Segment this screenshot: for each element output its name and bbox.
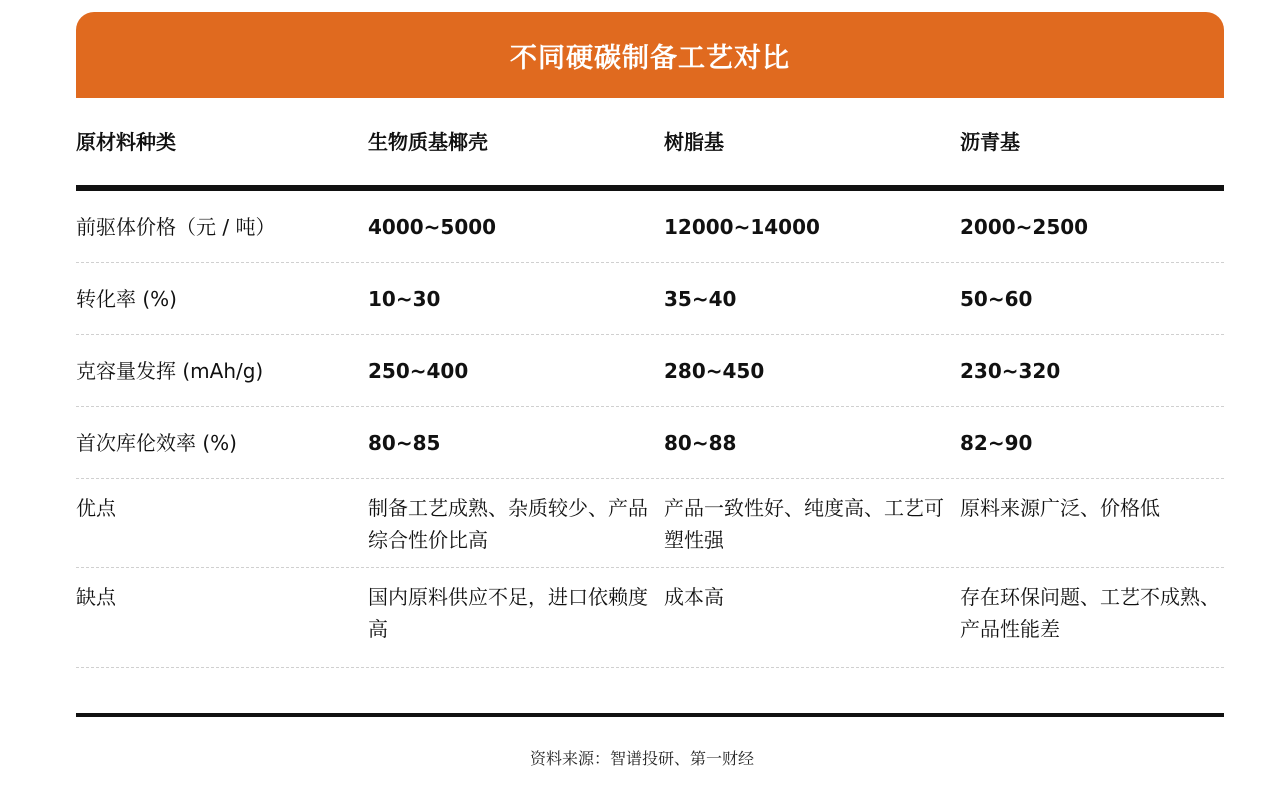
row-label: 转化率 (%) xyxy=(76,286,177,311)
table-cell: 存在环保问题、工艺不成熟、产品性能差 xyxy=(960,585,1220,641)
row-label: 克容量发挥 (mAh/g) xyxy=(76,358,264,383)
comparison-table xyxy=(76,98,1224,668)
row-label: 优点 xyxy=(76,496,116,520)
table-cell: 2000~2500 xyxy=(960,214,1089,239)
table-row-conversion xyxy=(76,263,1224,335)
source-note: 资料来源：智谱投研、第一财经 xyxy=(529,749,754,768)
table-cell: 230~320 xyxy=(960,358,1061,383)
table-cell: 成本高 xyxy=(664,585,724,609)
row-label: 前驱体价格（元 / 吨） xyxy=(76,214,276,239)
table-header-row xyxy=(76,98,1224,191)
header-cell-resin: 树脂基 xyxy=(664,129,724,154)
table-cell: 国内原料供应不足，进口依赖度高 xyxy=(368,585,648,641)
table-cell: 35~40 xyxy=(664,286,737,311)
table-cell: 产品一致性好、纯度高、工艺可塑性强 xyxy=(664,496,944,552)
table-cell: 80~85 xyxy=(368,430,441,455)
table-cell: 80~88 xyxy=(664,430,737,455)
table-cell: 4000~5000 xyxy=(368,214,497,239)
table-row-disadvantages xyxy=(76,568,1224,668)
table-cell: 12000~14000 xyxy=(664,214,820,239)
table-row-efficiency xyxy=(76,407,1224,479)
header-cell-biomass: 生物质基椰壳 xyxy=(368,129,488,154)
table-row-advantages xyxy=(76,479,1224,568)
header-cell-material-type: 原材料种类 xyxy=(76,129,176,154)
table-cell: 50~60 xyxy=(960,286,1033,311)
table-bottom-rule xyxy=(76,713,1224,717)
table-cell: 原料来源广泛、价格低 xyxy=(960,496,1160,520)
table-cell: 10~30 xyxy=(368,286,441,311)
table-cell: 制备工艺成熟、杂质较少、产品综合性价比高 xyxy=(368,496,648,552)
row-label: 缺点 xyxy=(76,585,116,609)
table-row-capacity xyxy=(76,335,1224,407)
table-title: 不同硬碳制备工艺对比 xyxy=(510,42,790,74)
row-label: 首次库伦效率 (%) xyxy=(76,430,237,455)
header-cell-pitch: 沥青基 xyxy=(960,129,1020,154)
table-cell: 280~450 xyxy=(664,358,765,383)
table-cell: 82~90 xyxy=(960,430,1033,455)
title-banner xyxy=(76,12,1224,98)
table-row-price xyxy=(76,191,1224,263)
table-cell: 250~400 xyxy=(368,358,469,383)
